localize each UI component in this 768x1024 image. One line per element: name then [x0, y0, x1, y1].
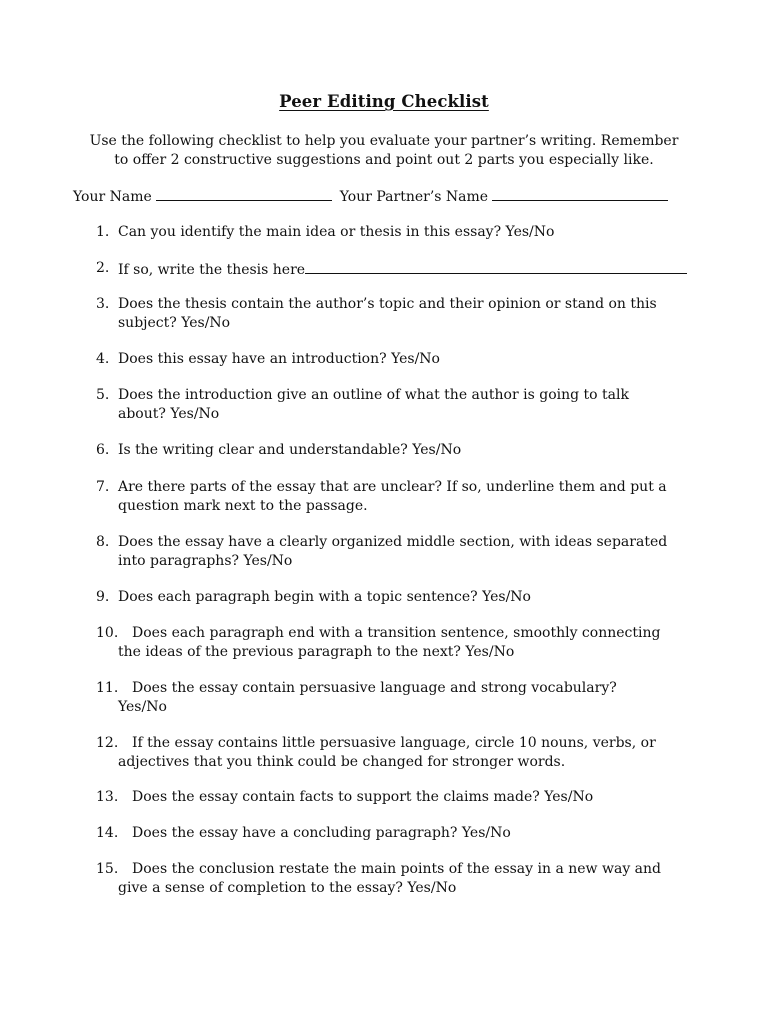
question-text: Are there parts of the essay that are unclear? If so, underline them and put a — [118, 479, 667, 495]
question-text: Does the introduction give an outline of what the author is going to talk — [118, 387, 629, 403]
question-text: Does the essay contain persuasive language and strong vocabulary? — [132, 680, 617, 696]
thesis-blank[interactable] — [305, 259, 687, 274]
question-12 — [96, 734, 656, 772]
intro-paragraph — [0, 132, 768, 170]
partner-name-blank[interactable] — [492, 186, 668, 201]
question-number: 13. — [96, 789, 119, 805]
question-number: 3. — [96, 296, 110, 312]
question-9 — [96, 588, 531, 607]
question-text: the ideas of the previous paragraph to the next? Yes/No — [118, 644, 515, 660]
question-text: question mark next to the passage. — [118, 498, 368, 514]
question-text: If the essay contains little persuasive language, circle 10 nouns, verbs, or — [132, 735, 656, 751]
question-5 — [96, 386, 629, 424]
question-number: 6. — [96, 442, 110, 458]
question-number: 5. — [96, 387, 110, 403]
question-text: give a sense of completion to the essay? Yes/No — [118, 880, 457, 896]
question-text: Does the essay contain facts to support the claims made? Yes/No — [132, 789, 594, 805]
question-text: Is the writing clear and understandable? Yes/No — [118, 442, 462, 458]
your-name-label: Your Name — [73, 189, 152, 205]
question-number: 2. — [96, 260, 110, 276]
question-13 — [96, 788, 594, 807]
question-text-label: If so, write the thesis here — [118, 262, 306, 278]
question-text: Does the essay have a concluding paragraph? Yes/No — [132, 825, 511, 841]
name-fields-row — [73, 186, 693, 207]
your-name-blank[interactable] — [156, 186, 332, 201]
question-3 — [96, 295, 657, 333]
intro-line-2: to offer 2 constructive suggestions and point out 2 parts you especially like. — [114, 152, 654, 168]
question-text: into paragraphs? Yes/No — [118, 553, 293, 569]
question-number: 8. — [96, 534, 110, 550]
intro-line-1: Use the following checklist to help you evaluate your partner’s writing. Remember — [89, 133, 679, 149]
question-number: 4. — [96, 351, 110, 367]
question-text: subject? Yes/No — [118, 315, 231, 331]
question-number: 1. — [96, 224, 110, 240]
question-text: Does the conclusion restate the main points of the essay in a new way and — [132, 861, 662, 877]
question-7 — [96, 478, 667, 516]
question-text: Does the essay have a clearly organized middle section, with ideas separated — [118, 534, 668, 550]
question-text: Can you identify the main idea or thesis in this essay? Yes/No — [118, 224, 555, 240]
question-text: Does the thesis contain the author’s topic and their opinion or stand on this — [118, 296, 657, 312]
question-text — [118, 259, 687, 280]
question-number: 10. — [96, 625, 119, 641]
question-2 — [96, 259, 687, 280]
question-1 — [96, 223, 555, 242]
question-text: Does each paragraph end with a transition sentence, smoothly connecting — [132, 625, 661, 641]
question-15 — [96, 860, 662, 898]
question-number: 9. — [96, 589, 110, 605]
question-number: 11. — [96, 680, 119, 696]
page-title: Peer Editing Checklist — [279, 92, 489, 111]
question-text: Does each paragraph begin with a topic sentence? Yes/No — [118, 589, 531, 605]
question-8 — [96, 533, 668, 571]
question-number: 15. — [96, 861, 119, 877]
question-text: about? Yes/No — [118, 406, 220, 422]
question-number: 12. — [96, 735, 119, 751]
question-text: adjectives that you think could be changed for stronger words. — [118, 754, 566, 770]
question-number: 14. — [96, 825, 119, 841]
question-6 — [96, 441, 462, 460]
question-text: Yes/No — [118, 699, 167, 715]
question-4 — [96, 350, 440, 369]
partner-name-label: Your Partner’s Name — [339, 189, 489, 205]
question-number: 7. — [96, 479, 110, 495]
question-11 — [96, 679, 617, 717]
question-10 — [96, 624, 661, 662]
question-text: Does this essay have an introduction? Yes/No — [118, 351, 440, 367]
question-14 — [96, 824, 511, 843]
